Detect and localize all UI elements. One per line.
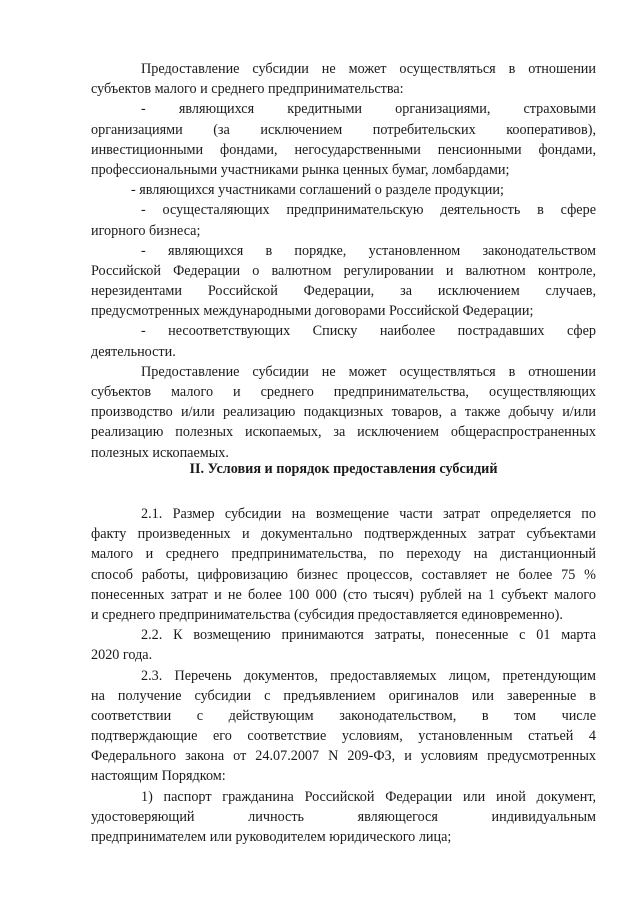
paragraph-line: Предоставление субсидии не может осуществляться в отношении <box>141 363 596 380</box>
paragraph-line: способ работы, цифровизацию бизнес процессов, составляет не более 75 % <box>91 566 596 583</box>
paragraph-line: 2020 года. <box>91 647 153 664</box>
paragraph-line: факту произведенных и документально подтвержденных затрат субъектами <box>91 526 596 543</box>
paragraph-line: организациями (за исключением потребительских кооперативов), <box>91 121 596 138</box>
paragraph-line: 2.3. Перечень документов, предоставляемых лицом, претендующим <box>141 667 596 684</box>
paragraph-line: полезных ископаемых. <box>91 444 229 461</box>
paragraph-line: понесенных затрат и не более 100 000 (сто тысяч) рублей на 1 субъект малого <box>91 586 596 603</box>
paragraph-line: Федерального закона от 24.07.2007 N 209-ФЗ, и условиям предусмотренных <box>91 748 596 765</box>
section-conditions <box>91 504 596 847</box>
section-heading: II. Условия и порядок предоставления субсидий <box>189 461 498 477</box>
paragraph-line: игорного бизнеса; <box>91 222 201 239</box>
paragraph-line: 2.2. К возмещению принимаются затраты, понесенные с 01 марта <box>141 627 596 644</box>
paragraph-line: и среднего предпринимательства (субсидия предоставляется единовременно). <box>91 606 563 623</box>
paragraph-line: удостоверяющий личность являющегося индивидуальным <box>91 808 596 825</box>
paragraph-line: 2.1. Размер субсидии на возмещение части затрат определяется по <box>141 506 596 522</box>
paragraph-line: деятельности. <box>91 343 176 360</box>
paragraph-line: малого и среднего предпринимательства, по переходу на дистанционный <box>91 546 596 563</box>
paragraph-line: на получение субсидии с предъявлением оригиналов или заверенные в <box>91 687 596 704</box>
list-item-line: - являющихся кредитными организациями, страховыми <box>141 101 596 118</box>
paragraph-line: предусмотренных международными договорами Российской Федерации; <box>91 303 534 320</box>
list-item-line: - несоответствующих Списку наиболее пострадавших сфер <box>141 323 596 340</box>
section-restrictions <box>91 59 596 463</box>
paragraph-line: реализацию полезных ископаемых, за исключением общераспространенных <box>91 424 596 441</box>
paragraph-line: Российской Федерации о валютном регулировании и валютном контроле, <box>91 262 596 279</box>
paragraph-line: субъектов малого и среднего предпринимательства: <box>91 81 404 98</box>
paragraph-line: подтверждающие его соответствие условиям, установленным статьей 4 <box>91 728 596 745</box>
paragraph-line: производство и/или реализацию подакцизных товаров, а также добычу и/или <box>91 404 596 421</box>
paragraph-line: нерезидентами Российской Федерации, за исключением случаев, <box>91 283 596 300</box>
paragraph-line: субъектов малого и среднего предпринимательства, осуществляющих <box>91 384 596 400</box>
list-item-line: 1) паспорт гражданина Российской Федерации или иной документ, <box>141 788 596 805</box>
list-item-line: - являющихся участниками соглашений о разделе продукции; <box>131 182 504 199</box>
paragraph-line: инвестиционными фондами, негосударственными пенсионными фондами, <box>91 141 596 158</box>
paragraph-line: соответствии с действующим законодательством, в том числе <box>91 707 596 724</box>
paragraph-line: Предоставление субсидии не может осуществляться в отношении <box>141 61 596 77</box>
list-item-line: - осущесталяющих предпринимательскую деятельность в сфере <box>141 202 596 219</box>
list-item-line: - являющихся в порядке, установленном законодательством <box>141 242 596 259</box>
paragraph-line: предпринимателем или руководителем юридического лица; <box>91 829 452 845</box>
paragraph-line: профессиональными участниками рынка ценных бумаг, ломбардами; <box>91 161 510 178</box>
paragraph-line: настоящим Порядком: <box>91 768 226 785</box>
